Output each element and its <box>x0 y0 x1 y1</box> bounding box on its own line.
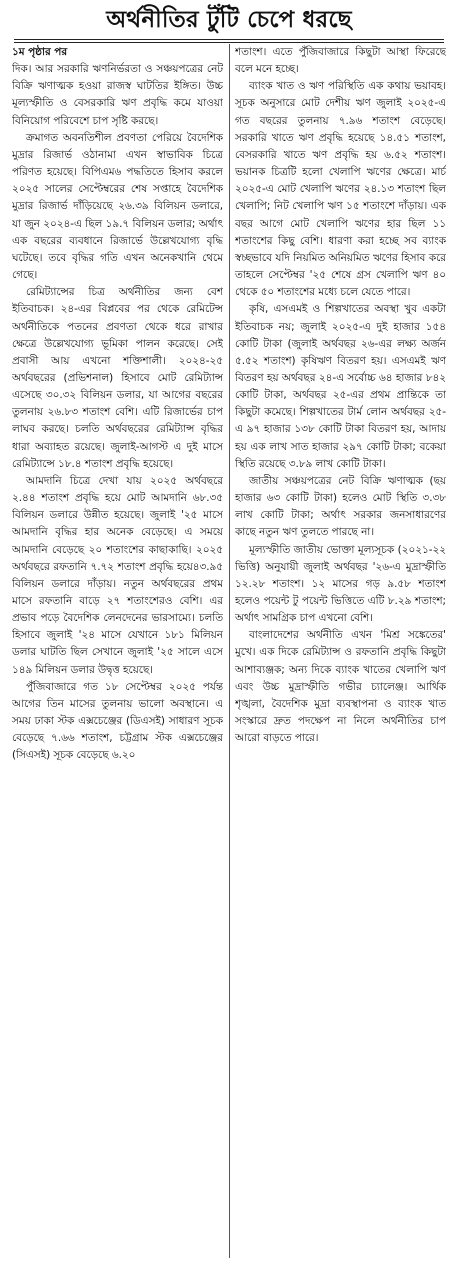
paragraph: আমদানি চিত্রে দেখা যায় ২০২৫ অর্থবছরে ২.৪৪ শতাংশ প্রবৃদ্ধি হয়ে মোট আমদানি ৬৮.৩৫ বিলিয়ন ডলারে উন্নীত হয়েছে। জুলাই '২৫ মাসে আমদানি বৃদ্ধির হার অনেক বেড়েছে। এ সময়ে আমদানি বেড়েছে ২০ শতাংশের কাছাকাছি। ২০২৫ অর্থবছরে রফতানি ৭.৭২ শতাংশ প্রবৃদ্ধি হয়ে৪৩.৯৫ বিলিয়ন ডলারে দাঁড়ায়। নতুন অর্থবছরের প্রথম মাসে রফতানি বাড়ে ২৭ শতাংশেরও বেশি। এর প্রভাব পড়ে বৈদেশিক লেনদেনের ভারসাম্যে। চলতি হিসাবে জুলাই '২৪ মাসে যেখানে ১৮১ মিলিয়ন ডলার ঘাটতি ছিল সেখানে জুলাই '২৫ সালে এসে ১৪৯ মিলিয়ন ডলার উদ্বৃত্ত হয়েছে। <box>12 474 223 676</box>
paragraph: কৃষি, এসএমই ও শিল্পখাতের অবস্থা খুব একটা ইতিবাচক নয়; জুলাই ২০২৫-এ দুই হাজার ১৫৪ কোটি টাকা (জুলাই অর্থবছর ২৬-এর লক্ষ্য অর্জন ৫.৫২ শতাংশ) কৃষিঋণ বিতরণ হয়। এসএমই ঋণ বিতরণ হয় অর্থবছর ২৪-এ সর্বোচ্চ ৬৪ হাজার ৮৪২ কোটি টাকা, অর্থবছর ২৫-এর প্রথম প্রান্তিকে তা কিছুটা কমেছে। শিল্পখাতের টার্ম লোন অর্থবছর ২৫-এ ৯৭ হাজার ১৩৮ কোটি টাকা বিতরণ হয়, আদায় হয় এক লাখ সাত হাজার ২৯৭ কোটি টাকা; বকেয়া স্থিতি রয়েছে ৩.৮৯ লাখ কোটি টাকা। <box>235 303 446 470</box>
column-right <box>235 44 446 1258</box>
column-divider <box>229 44 230 1258</box>
paragraph: রেমিট্যান্সের চিত্র অর্থনীতির জন্য বেশ ইতিবাচক। ২৪-এর বিপ্লবের পর থেকে রেমিটেন্স অর্থনীতিকে পতনের প্রবণতা থেকে ধরে রাখার ক্ষেত্রে উল্লেখযোগ্য ভূমিকা পালন করেছে। সেই প্রবাসী আয় এখনো শক্তিশালী। ২০২৪-২৫ অর্থবছরের (প্রভিশনাল) হিসাবে মোট রেমিট্যান্স এসেছে ৩০.৩২ বিলিয়ন ডলার, যা আগের বছরের তুলনায় ২৬.৮৩ শতাংশ বেশি। এটি রিজার্ভের চাপ লাঘব করছে। চলতি অর্থবছরের রেমিট্যান্স বৃদ্ধির ধারা অব্যাহত রয়েছে। জুলাই-আগস্ট এ দুই মাসে রেমিট্যান্সে ১৮.৪ শতাংশ প্রবৃদ্ধি হয়েছে। <box>12 286 223 470</box>
headline: অর্থনীতির টুঁটি চেপে ধরছে <box>106 7 352 33</box>
paragraph: ব্যাংক খাত ও ঋণ পরিস্থিতি এক কথায় ভয়াবহ। সূচক অনুসারে মোট দেশীয় ঋণ জুলাই ২০২৫-এ গত বছরের তুলনায় ৭.৯৬ শতাংশ বেড়েছে। সরকারি খাতে ঋণ প্রবৃদ্ধি হয়েছে ১৪.৫১ শতাংশ, বেসরকারি খাতে ঋণ প্রবৃদ্ধি হয় ৬.৫২ শতাংশ। ভয়ানক চিত্রটি হলো খেলাপি ঋণের ক্ষেত্রে। মার্চ ২০২৫-এ মোট খেলাপি ঋণের ২৪.১৩ শতাংশ ছিল খেলাপি; নিট খেলাপি ঋণ ১৫ শতাংশে দাঁড়ায়। এক বছর আগে মোট খেলাপি ঋণের হার ছিল ১১ শতাংশের কিছু বেশি। ধারণা করা হচ্ছে সব ব্যাংক স্বচ্ছভাবে যদি নিয়মিত অনিয়মিত ঋণের হিসাব করে তাহলে সেপ্টেম্বর '২৫ শেষে গ্রস খেলাপি ঋণ ৪০ থেকে ৫০ শতাংশের মধ্যে চলে যেতে পারে। <box>235 80 446 299</box>
headline-rule-bottom <box>14 42 444 43</box>
headline-rule-top <box>14 39 444 40</box>
paragraph: শতাংশ। এতে পুঁজিবাজারে কিছুটা আস্থা ফিরেছে বলে মনে হচ্ছে। <box>235 46 446 76</box>
column-left <box>12 44 223 1258</box>
paragraph: বাংলাদেশের অর্থনীতি এখন 'মিশ্র সঙ্কেতের' মুখে। এক দিকে রেমিট্যান্স ও রফতানি প্রবৃদ্ধি কিছুটা আশাব্যঞ্জক; অন্য দিকে ব্যাংক খাতের খেলাপি ঋণ এবং উচ্চ মুদ্রাস্ফীতি গভীর চ্যালেঞ্জ। আর্থিক শৃঙ্খলা, বৈদেশিক মুদ্রা ব্যবস্থাপনা ও ব্যাংক খাত সংস্কারে দ্রুত পদক্ষেপ না নিলে অর্থনীতির চাপ আরো বাড়তে পারে। <box>235 629 446 745</box>
paragraph: পুঁজিবাজারে গত ১৮ সেপ্টেম্বর ২০২৫ পর্যন্ত আগের তিন মাসের তুলনায় ভালো অবস্থানে। এ সময় ঢাকা স্টক এক্সচেঞ্জের (ডিএসই) সাধারণ সূচক বেড়েছে ৭.৬৬ শতাংশ, চট্টগ্রাম স্টক এক্সচেঞ্জের (সিএসই) সূচক বেড়েছে ৬.২০ <box>12 680 223 762</box>
continued-from-label: ১ম পৃষ্ঠার পর <box>12 46 68 58</box>
paragraph: দিক। আর সরকারি ঋণনির্ভরতা ও সঞ্চয়পত্রের নেট বিক্রি ঋণাত্মক হওয়া রাজস্ব ঘাটতির ইঙ্গিত। উচ্চ মূল্যস্ফীতি ও বেসরকারি ঋণ প্রবৃদ্ধি কমে যাওয়া বিনিয়োগ পরিবেশে চাপ সৃষ্টি করছে। <box>12 63 223 127</box>
paragraph: মূল্যস্ফীতি জাতীয় ভোক্তা মূল্যসূচক (২০২১-২২ ভিত্তি) অনুযায়ী জুলাই অর্থবছর '২৬-এ মুদ্রাস্ফীতি ১২.২৮ শতাংশ। ১২ মাসের গড় ৯.৫৮ শতাংশ হলেও পয়েন্ট টু পয়েন্ট ভিত্তিতে এটি ৮.২৯ শতাংশ; অর্থাৎ সামগ্রিক চাপ এখনো বেশি। <box>235 543 446 625</box>
paragraph: জাতীয় সঞ্চয়পত্রের নেট বিক্রি ঋণাত্মক (ছয় হাজার ৬৩ কোটি টাকা) হলেও মোট স্থিতি ৩.৩৮ লাখ কোটি টাকা; অর্থাৎ সরকার জনসাধারণের কাছে নতুন ঋণ তুলতে পারছে না। <box>235 474 446 539</box>
paragraph: ক্রমাগত অবনতিশীল প্রবণতা পেরিয়ে বৈদেশিক মুদ্রার রিজার্ভ ওঠানামা এখন স্বাভাবিক চিত্রে পরিণত হয়েছে। বিপিএম৬ পদ্ধতিতে হিসাব করলে ২০২৫ সালের সেপ্টেম্বরের শেষ সপ্তাহে বৈদেশিক মুদ্রার রিজার্ভ দাঁড়িয়েছে ২৬.৩৯ বিলিয়ন ডলারে, যা জুন ২০২৪-এ ছিল ১৯.৭ বিলিয়ন ডলার; অর্থাৎ এক বছরের ব্যবধানে রিজার্ভে উল্লেখযোগ্য বৃদ্ধি ঘটেছে। তবে বৃদ্ধির গতি এখন অনেকখানি থেমে গেছে। <box>12 131 223 282</box>
